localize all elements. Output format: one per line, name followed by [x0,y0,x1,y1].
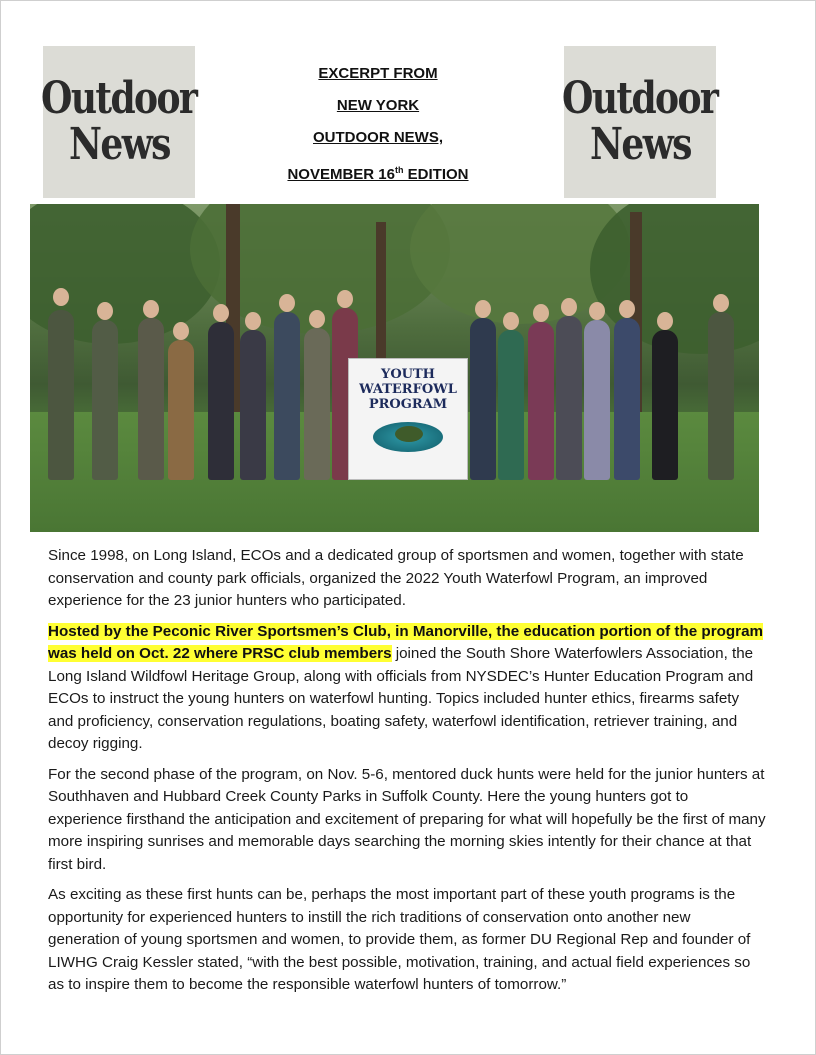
header-line-3: OUTDOOR NEWS, [313,129,443,146]
person [138,318,164,480]
person [528,322,554,480]
paragraph-2 [48,621,766,756]
paragraph-4: As exciting as these first hunts can be, perhaps the most important part of these youth programs is the opportunity for experienced hunters to instill the rich traditions of conservation onto another new generation of young sportsmen and women, to provide them, as former DU Regional Rep and founder of LIWHG Craig Kessler stated, “with the best possible, motivation, training, and actual field experiences so as to inspire them to become the responsible waterfowl hunters of tomorrow.” [48,886,751,993]
article-body [48,545,766,1005]
logo-text-line1: Outdoor [41,73,197,124]
header-date: NOVEMBER 16 [287,166,395,183]
person-head [503,312,519,330]
header-line-2: NEW YORK [336,97,420,114]
person [614,318,640,480]
outdoor-news-logo-right [564,46,716,198]
person-head [97,302,113,320]
logo-text-line1: Outdoor [562,73,718,124]
outdoor-news-logo-left [43,46,195,198]
person-officer [92,320,118,480]
excerpt-header [220,58,536,186]
person [470,318,496,480]
person-head [713,294,729,312]
person-head [533,304,549,322]
group-photo [30,204,759,532]
person-head [245,312,261,330]
person-head [589,302,605,320]
person-head [279,294,295,312]
person-head [561,298,577,316]
header-line-1: EXCERPT FROM [318,65,438,82]
sign-line-1: YOUTH [381,367,435,382]
person-head [475,300,491,318]
paragraph-1: Since 1998, on Long Island, ECOs and a dedicated group of sportsmen and women, together with state conservation and county park officials, organized the 2022 Youth Waterfowl Program, an improved experience for the 23 junior hunters who participated. [48,547,744,609]
person-head [619,300,635,318]
person-head [309,310,325,328]
person [274,312,300,480]
header-line-4 [220,154,536,186]
person-officer [708,312,734,480]
person-head [53,288,69,306]
person-head [657,312,673,330]
person [584,320,610,480]
logo-text-line2: News [68,119,170,170]
logo-text-line2: News [589,119,691,170]
highlighted-text: Hosted by the Peconic River Sportsmen’s Club, in Manorville, the education portion of the program was held on Oct. 22 where PRSC club members [48,622,764,662]
youth-waterfowl-program-sign [348,358,468,480]
header-date-suffix: th [395,165,404,175]
person [498,330,524,480]
person [240,330,266,480]
person [208,322,234,480]
duck-illustration [373,422,443,452]
paragraph-2-text: joined the South Shore Waterfowlers Association, the Long Island Wildfowl Heritage Group, along with officials from NYSDEC’s Hunter Education Program and ECOs to instruct the young hunters on waterfowl hunting. Topics included hunter ethics, firearms safety and proficiency, conservation regulations, boating safety, waterfowl identification, retriever training, and decoy rigging. [48,645,754,752]
person [652,330,678,480]
person [304,328,330,480]
person-head [173,322,189,340]
header-edition: EDITION [403,166,469,183]
person [168,340,194,480]
person [556,316,582,480]
paragraph-3: For the second phase of the program, on Nov. 5-6, mentored duck hunts were held for the junior hunters at Southhaven and Hubbard Creek County Parks in Suffolk County. Here the young hunters got to experience firsthand the anticipation and excitement of preparing for what will hopefully be the first of many more inspiring sunrises and memorable days searching the morning skies intently for their chance at that first bird. [48,765,766,873]
person-head [337,290,353,308]
sign-line-2: WATERFOWL [359,382,457,397]
person-officer [48,310,74,480]
person-head [143,300,159,318]
sign-line-3: PROGRAM [368,397,448,412]
person-head [213,304,229,322]
